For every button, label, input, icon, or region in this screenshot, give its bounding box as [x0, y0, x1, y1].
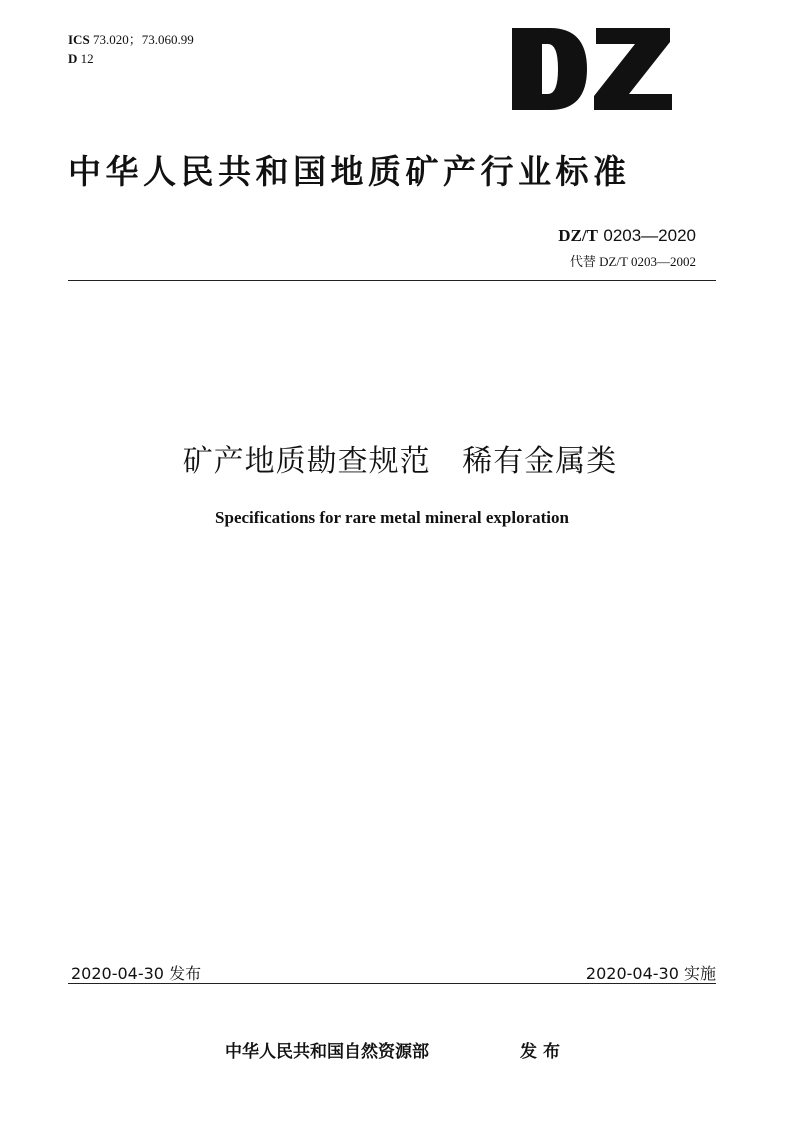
header-divider [68, 280, 716, 281]
chinese-classification [68, 51, 94, 67]
standard-number-code: 0203—2020 [603, 226, 696, 245]
footer-divider [68, 983, 716, 984]
dz-logo-letter-d [512, 28, 587, 110]
dz-logo-letter-z [594, 28, 672, 110]
standard-type-title: 中华人民共和国地质矿产行业标准 [68, 152, 631, 191]
replaces-standard: 代替 DZ/T 0203—2002 [569, 254, 696, 269]
ics-codes: 73.020；73.060.99 [92, 32, 194, 47]
dz-logo [512, 28, 672, 110]
ics-classification [68, 29, 194, 48]
publisher: 中华人民共和国自然资源部 [225, 1042, 429, 1062]
implementation-date: 2020-04-30 实施 [585, 964, 716, 983]
publish-action: 发布 [520, 1042, 566, 1062]
standard-number [558, 226, 696, 246]
standard-number-prefix: DZ/T [558, 226, 598, 245]
document-title-chinese: 矿产地质勘查规范 稀有金属类 [182, 444, 618, 479]
issue-date: 2020-04-30 发布 [71, 964, 202, 983]
document-title-english: Specifications for rare metal mineral exploration [215, 508, 569, 527]
ics-label: ICS [68, 32, 90, 47]
cls-label: D [68, 51, 78, 66]
cls-code: 12 [80, 51, 94, 66]
